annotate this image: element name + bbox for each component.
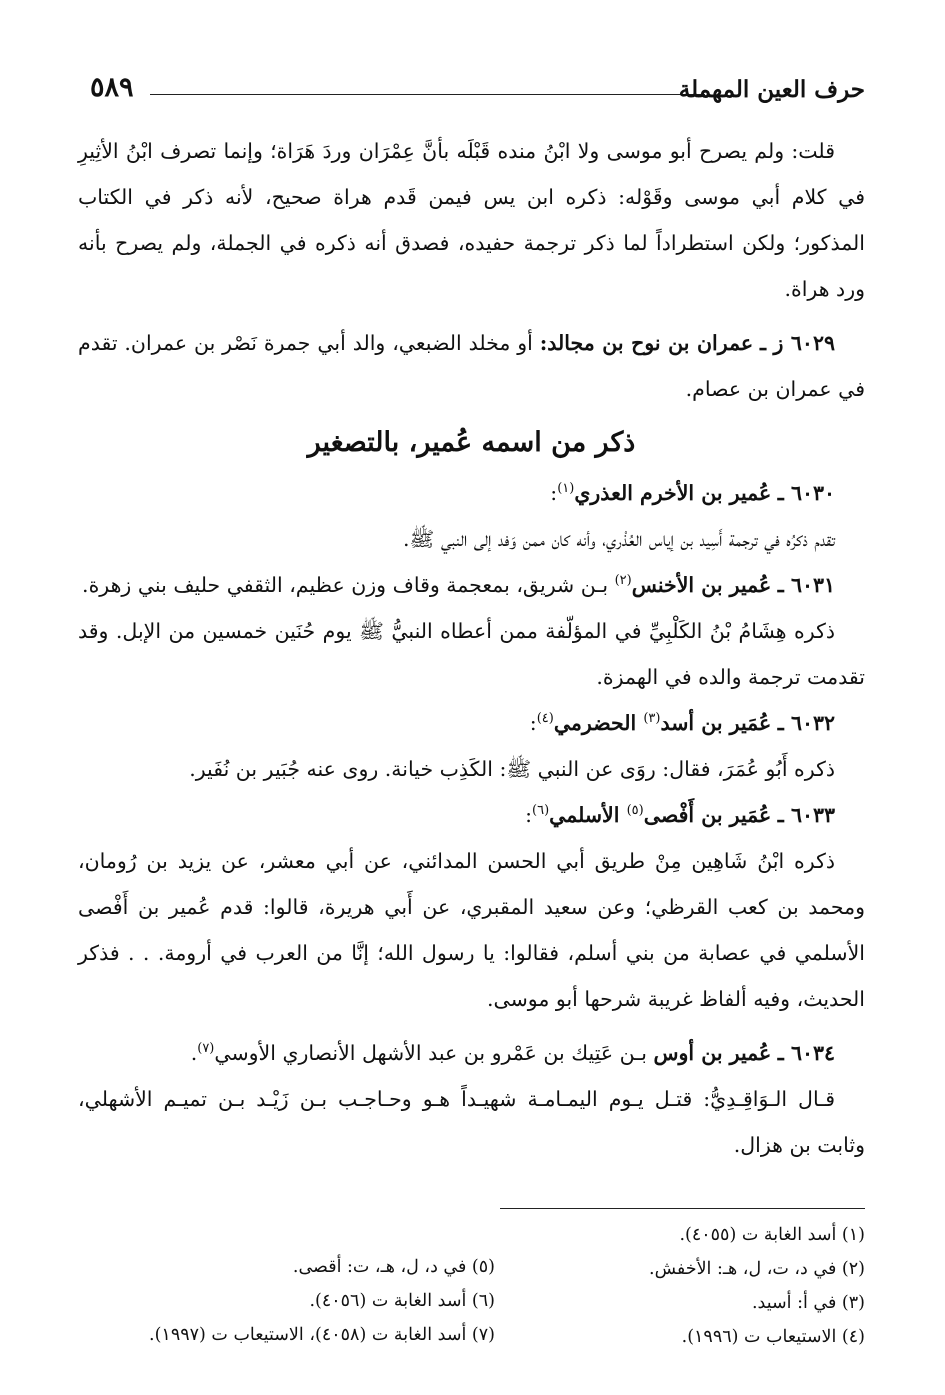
footnote: (١) أسد الغابة ت (٤٠٥٥). bbox=[679, 1225, 865, 1245]
paragraph-note: قلت: ولم يصرح أبو موسى ولا ابْنُ منده قَبْلَه بأنَّ عِمْرَان وردَ هَرَاة؛ وإنما تصرف ابْنُ الأثِيرِ في كلام أبي موسى وقَوْله: ذكره ابن يس فيمن قَدم هراة صحيح، لأنه ذكر في الكتاب المذكور؛ ولكن استطراداً لما ذكر ترجمة حفيده، فصدق أنه ذكره في الجملة، ولم يصرح بأنه ورد هراة. bbox=[78, 139, 865, 301]
entry-number: ٦٠٣٠ ـ bbox=[777, 481, 835, 505]
entry-number: ٦٠٣٢ ـ bbox=[777, 711, 835, 735]
entry-colon: : bbox=[550, 481, 558, 505]
entry-6032-text: ذكره أَبُو عُمَرَ، فقال: روَى عن النبي ﷺ: الكَذِب خيانة. روى عنه جُبَير بن نُفَير. bbox=[189, 757, 835, 781]
entry-lineage: بـن شريق، بمعجمة وقاف وزن عظيم، الثقفي حليف بني زهرة. bbox=[82, 573, 615, 597]
entry-6030-heading bbox=[78, 470, 865, 516]
entry-6034-heading bbox=[78, 1030, 865, 1076]
footnote-ref: (٣) bbox=[643, 711, 661, 727]
entry-nisba: الأسلمي bbox=[549, 803, 627, 827]
entry-text: أو مخلد الضبعي، والد أبي جمرة نَصْر بن عمران. تقدم في عمران بن عصام. bbox=[78, 331, 865, 401]
footnote-ref: (١) bbox=[557, 481, 575, 497]
entry-6033-heading bbox=[78, 792, 865, 838]
footnote: (٦) أسد الغابة ت (٤٠٥٦). bbox=[309, 1291, 495, 1311]
entry-number: ٦٠٣١ ـ bbox=[777, 573, 835, 597]
entry-6029 bbox=[78, 320, 865, 412]
entry-name: عُمير بن الأخنس bbox=[631, 573, 772, 597]
entry-6031-text: ذكره هِشَامُ بْنُ الكَلْبِيِّ في المؤلّفة ممن أعطاه النبيُّ ﷺ يوم حُنَين خمسين من الإبل. وقد تقدمت ترجمة والده في الهمزة. bbox=[78, 619, 865, 689]
footnote: (٣) في أ: أسيد. bbox=[751, 1293, 865, 1313]
header-rule bbox=[150, 94, 705, 95]
entry-6030-text: تقدم ذكرُه في ترجمة أَسِيد بن إياس العُذْري، وأنه كان ممن وَفد إلى النبي ﷺ. bbox=[403, 527, 835, 551]
entry-6034-text: قـال الـوَاقِـدِيُّ: قتـل يـوم اليمـامـة شهيـداً هـو وحـاجـب بـن زَيْـد بـن تميـم الأشهلي، وثابت بن هزال. bbox=[78, 1087, 865, 1157]
entry-number: ٦٠٣٣ ـ bbox=[777, 803, 835, 827]
footnotes bbox=[95, 1218, 865, 1358]
footnote-ref: (٢) bbox=[614, 573, 632, 589]
entry-colon: : bbox=[525, 803, 533, 827]
footnote-ref: (٧) bbox=[197, 1041, 215, 1057]
entry-6031-heading bbox=[78, 562, 865, 608]
footnote-ref: (٥) bbox=[626, 803, 644, 819]
entry-name: عُمير بن الأخرم العذري bbox=[574, 481, 772, 505]
entry-name: عُمير بن أوس bbox=[653, 1041, 772, 1065]
page-header bbox=[90, 72, 865, 112]
entry-6033-text: ذكره ابْنُ شَاهِين مِنْ طريق أبي الحسن المدائني، عن أبي معشر، عن يزيد بن رُومان، ومحمد بن كعب القرظي؛ وعن سعيد المقبري، عن أَبي هريرة، قالوا: قدم عُمير بن أَفْصى الأسلمي في عصابة من بني أسلم، فقالوا: يا رسول الله؛ إنَّا من العرب في أرومة. . . فذكر الحديث، وفيه ألفاظ غريبة شرحها أبو موسى. bbox=[78, 849, 865, 1011]
page-number: ٥٨٩ bbox=[90, 72, 134, 103]
footnote-ref: (٦) bbox=[532, 803, 550, 819]
main-text bbox=[78, 128, 865, 1168]
footnote-rule bbox=[500, 1208, 865, 1209]
entry-6032-heading bbox=[78, 700, 865, 746]
footnote: (٧) أسد الغابة ت (٤٠٥٨)، الاستيعاب ت (١٩٩٧). bbox=[149, 1325, 495, 1345]
entry-name: عُمَير بن أَفْصى bbox=[643, 803, 772, 827]
footnotes-right-column bbox=[505, 1218, 865, 1354]
entry-number: ٦٠٣٤ ـ bbox=[777, 1041, 835, 1065]
entry-nisba: الحضرمي bbox=[553, 711, 644, 735]
entry-name: عُمَير بن أسد bbox=[660, 711, 772, 735]
footnote: (٤) الاستيعاب ت (١٩٩٦). bbox=[681, 1327, 865, 1347]
entry-period: . bbox=[190, 1041, 198, 1065]
footnote: (٢) في د، ت، ل، هـ: الأخفش. bbox=[649, 1259, 865, 1279]
running-title: حرف العين المهملة bbox=[678, 76, 865, 103]
footnote-ref: (٤) bbox=[536, 711, 554, 727]
footnote: (٥) في د، ل، هـ، ت: أقصى. bbox=[292, 1257, 495, 1277]
entry-number: ٦٠٢٩ ز ـ bbox=[759, 331, 835, 355]
entry-name: عمران بن نوح بن مجالد: bbox=[539, 331, 754, 355]
entry-lineage: بـن عَتِيك بن عَمْرو بن عبد الأشهل الأنصاري الأوسي bbox=[214, 1041, 654, 1065]
entry-colon: : bbox=[529, 711, 537, 735]
footnotes-left-column bbox=[95, 1250, 495, 1352]
section-heading: ذكر من اسمه عُمير، بالتصغير bbox=[307, 427, 636, 458]
